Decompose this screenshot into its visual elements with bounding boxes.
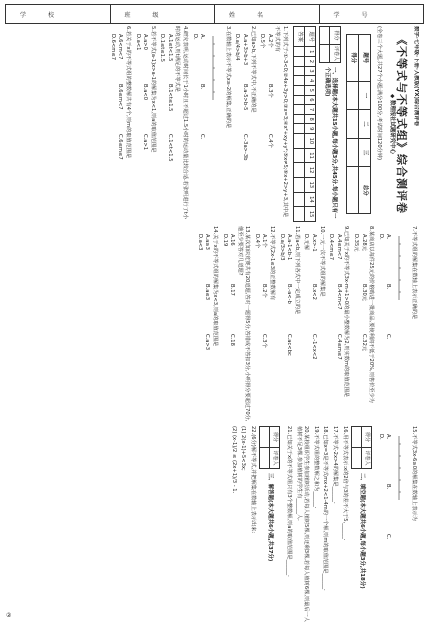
solve-question: 22.(6分)解不等式,并把解集在数轴上表示出来: [249,426,256,534]
score-cell [346,167,358,214]
question-options [158,26,173,222]
question-option: D.4<m≤7 [328,234,335,260]
fill-question: 19.不等式组的整数解之和为______. [312,426,319,509]
solve-list [229,426,256,622]
answer-fill-row [294,27,305,222]
answer-number: 7 [305,105,316,115]
question-option: D.5个 [259,34,266,49]
grader-cell [259,427,269,448]
question [327,226,350,422]
question-option: B.-a<-b [286,284,293,304]
answer-cell [294,66,305,76]
answer-cell [294,95,305,105]
question-option: B.2个 [261,284,268,298]
section-3-title: 三、解答题(本大题共6小题,共37分) [267,473,274,562]
side-label: 数学·七年级·下册·人教版(YX)综合测评卷 [413,26,419,126]
question-option: C. [385,534,392,540]
section-2-title: 二、填空题(本大题共6小题,每小题3分,共18分) [359,473,366,589]
question-text: 4.研究表明,运动时间长于1小时且不超过1.5小时的运动量比较合适.若张明进行了t小时的运动,则t满足的不等式是 [174,26,189,220]
answer-cell [294,85,305,95]
score-header: 一 [358,81,370,110]
question-option: D.19 [221,234,228,247]
question-option: D. [377,434,384,440]
info-school: 学 校 [6,5,111,23]
question-option: C.32元 [360,334,367,352]
number-line [207,34,221,222]
question-option: D.a/4>b/4 [234,34,241,61]
fill-question: 20.某校组织学生参加植树活动,若每人植树5棵,则还剩3棵,若每人植树6棵,则最后一人植树不足3棵.参加植树的学生有______人. [295,426,310,622]
number-line [393,434,407,622]
question-option: C.18 [229,334,236,346]
answer-cell [294,134,305,149]
score-header: 二 [358,110,370,139]
question-option: C.a>3 [204,334,211,351]
question-list-2 [195,226,417,422]
info-number: 学 号 [333,11,376,19]
question-options [108,26,123,222]
score-cell [346,138,358,167]
answer-number: 5 [305,85,316,95]
section-1-title: 一、选择题(本大题共15小题,每小题3分,共45分.每小题只有一个正确选项) [323,67,338,219]
question-option: C.3个 [261,334,268,348]
question-option: D. [377,234,384,240]
answer-cell [294,192,305,207]
question-text: 15.不等式3x-6≥0的解集在数轴上表示为 [411,426,417,521]
question-option: D.1≤t≤1.5 [159,34,166,62]
question-option: B. [199,84,206,90]
grader-table [259,426,281,469]
grader-name: 评卷人 [361,448,372,469]
answer-row-label: 答案 [294,27,305,47]
question-options [133,26,148,222]
grader-cell [320,45,330,63]
question-text: 9.已知关于x的不等式3x-m+1>0的最小整数解为2,则实数m的取值范围是 [343,226,350,398]
question-options [252,226,267,422]
fill-question: 21.已知关于x的不等式组只有3个整数解,则a的取值范围是______. [286,426,293,577]
question-option: D.4个 [253,234,260,249]
score-header: 总分 [358,167,370,214]
question-option: D.a/3>b/3 [278,234,285,261]
rotated-exam-content [6,26,419,622]
answer-number: 4 [305,76,316,86]
answer-cell [294,177,305,192]
grader-cell [351,427,361,448]
question-option: B.4<m<7 [335,284,342,310]
question-options [351,226,366,422]
answer-number: 11 [305,148,316,163]
grader-table [351,426,373,469]
question-text: 7.不等式组的解集在数轴上表示正确的是 [411,226,417,320]
question-option: B. [385,484,392,490]
solve-question: (1) 2(x-1)+5<3x; [240,426,247,471]
question-list-3 [376,426,417,622]
column-2 [6,226,419,422]
answer-number: 10 [305,134,316,149]
fill-question: 17.不等式-2x>4的解集是______. [332,426,339,504]
section-2-header [351,426,373,622]
question-option: C.ac<bc [286,334,293,356]
answer-cell [294,76,305,86]
answer-number: 6 [305,95,316,105]
fill-in-list [284,426,347,622]
question [220,226,250,422]
answer-cell [294,57,305,67]
question-option: A.a≥3 [204,234,211,250]
question-option: A. [385,434,392,440]
question-option: A.1≤t<1.5 [166,34,173,62]
section-3-header [259,426,281,622]
answer-number: 12 [305,163,316,178]
question-option: A.2个 [266,34,273,48]
question [195,226,218,422]
question-option: B.x<2 [311,284,318,300]
question-option: D.35元 [353,234,360,252]
question-options [302,226,317,422]
question-option: A.28元 [360,234,367,251]
student-info-bar [5,4,424,24]
exam-title: 《不等式与不等式组》综合测评卷 [395,34,409,214]
answer-cell [294,114,305,124]
question-text: 6.若关于x的不等式组的整数解共有4个,则m的取值范围是 [124,26,131,159]
answer-number: 9 [305,124,316,134]
question [158,26,188,222]
question-list-1 [108,26,288,222]
solve-question: (2) (x-1)/2 ≤ (2x+1)/3 - 1. [230,426,237,494]
answer-cell [294,148,305,163]
question-text: 13.某次知识竞赛共有20道题,答对一题得5分,答错或不答扣3分,小明得分要超过70分,他至少要答对几道题? [236,226,251,422]
question-text: 2.已知a>b,下列不等式中,不正确的是 [249,26,256,113]
question-options [376,426,391,622]
question-option: B.a-5>b-5 [242,84,249,111]
question-text: 5.若不等式(a-1)x>a-1的解集为x<1,则a的取值范围是 [149,26,156,153]
grader-score: 得分 [330,27,341,45]
question [108,26,131,222]
question-text: 1.下列式子:①-3<0;②4x+3y>0;③x=3;④x²+xy+y²;⑤x≠5;⑥x+2>y+3,其中是不等式的有 [274,26,289,218]
grader-score: 得分 [269,427,280,448]
page-number-left: ② [6,612,12,619]
question-options [258,26,273,222]
question-options [190,26,205,222]
grader-score: 得分 [361,427,372,448]
question-options [376,226,391,422]
question-option: C. [385,334,392,340]
answer-number: 2 [305,57,316,67]
score-table [346,34,371,214]
answer-table [293,26,316,222]
score-cell [346,81,358,110]
question-option: A.a-1<b-1 [286,234,293,261]
question-text: 11.若a<b,则下列各式中一定成立的是 [293,226,300,315]
question [252,226,275,422]
question-text: 10.一元一次不等式组的解集是 [318,226,325,297]
question-option: B.a<0 [142,84,149,101]
question-option: D.a<1 [134,34,141,51]
question [376,226,417,422]
score-header: 题号 [358,34,370,81]
question-text: 14.关于x的不等式组的解集为x<3,则a的取值范围是 [211,226,218,347]
question-text: 12.不等式2x-1≤3的正整数解有 [269,226,276,301]
question-option: C. [199,134,206,140]
exam-subtitle: ◆ 数理报社试题研究中心 [388,94,395,154]
question-option: B.3个 [266,84,273,98]
question-options [195,226,210,422]
question-option: D.无解 [303,234,310,251]
answer-number: 3 [305,66,316,76]
answer-cell [294,124,305,134]
grader-cell [320,27,330,45]
question-option: B.17 [229,284,236,296]
question-option: C.4≤m≤7 [335,334,342,360]
question-option: A.16 [229,234,236,246]
info-class: 班 级 [111,5,216,23]
info-name: 姓 名 [215,5,320,23]
question-option: C.6≤m≤7 [117,134,124,160]
question [258,26,288,222]
question-options [327,226,342,422]
answer-cell [294,207,305,222]
exam-note: (全卷三个大题,共27个小题;满分100分,考试时间120分钟) [376,26,383,161]
answer-number: 14 [305,192,316,207]
answer-number: 1 [305,47,316,57]
question-option: A.x>-1 [311,234,318,252]
answer-number: 题号 [305,27,316,47]
question-options [220,226,235,422]
question [376,426,417,622]
question-option: A. [199,34,206,40]
question-option: D. [191,34,198,40]
score-cell [346,110,358,139]
question [190,26,231,222]
question-option: B.6≤m<7 [117,84,124,110]
question-option: A.1个 [261,234,268,248]
number-line-svg [209,34,221,104]
answer-cell [294,105,305,115]
column-3 [6,426,419,622]
question-option: C.1<t<1.5 [166,134,173,162]
question-option: A.a>0 [142,34,149,50]
question [351,226,374,422]
score-header: 三 [358,138,370,167]
answer-number: 13 [305,177,316,192]
number-line-svg [395,234,407,304]
question-option: A. [385,234,392,240]
question-option: C.-3a>-3b [242,134,249,161]
grader-cell [351,448,361,469]
question-option: B.a≤3 [204,284,211,301]
grader-name: 评卷人 [330,45,341,63]
column-1 [6,26,419,222]
question-options [233,26,248,222]
question [233,26,256,222]
answer-cell [294,47,305,57]
grader-name: 评卷人 [269,448,280,469]
question [302,226,325,422]
question-option: B. [385,284,392,290]
question-option: A.4≤m<7 [335,234,342,260]
grader-table [319,26,341,63]
question [133,26,156,222]
question-text: 8.某商店以每件25元的价格购进一批商品,要使利润不低于20%,则售价至少为 [368,226,375,403]
section-1-header [319,26,341,222]
question-text: 3.在数轴上表示不等式x≥-2的解集,正确的是 [224,26,231,129]
question-option: A.a+3>b+3 [242,34,249,66]
question-option: B.30元 [360,284,367,301]
question-option: C.4个 [266,134,273,148]
question-option: C.-1<x<2 [311,334,318,360]
question-option: D.a<3 [196,234,203,251]
answer-number-row [305,27,316,222]
grader-cell [259,448,269,469]
answer-number: 15 [305,207,316,222]
number-line [393,234,407,422]
answer-number: 8 [305,114,316,124]
score-row-label: 得分 [346,34,358,81]
question [277,226,300,422]
answer-cell [294,163,305,178]
question-option: A.6<m<7 [117,34,124,60]
fill-question: 16.用不等式表示:x的2倍与3的差不大于5,______. [341,426,348,541]
question-option: B.1<t≤1.5 [166,84,173,112]
question-options [277,226,292,422]
question-option: C.a>1 [142,134,149,151]
fill-question: 18.已知x=3是不等式mx+2<1-4m的一个解,则m的取值范围是______. [322,426,329,591]
question-option: D.6<m≤7 [109,34,116,60]
number-line-svg [395,434,407,504]
